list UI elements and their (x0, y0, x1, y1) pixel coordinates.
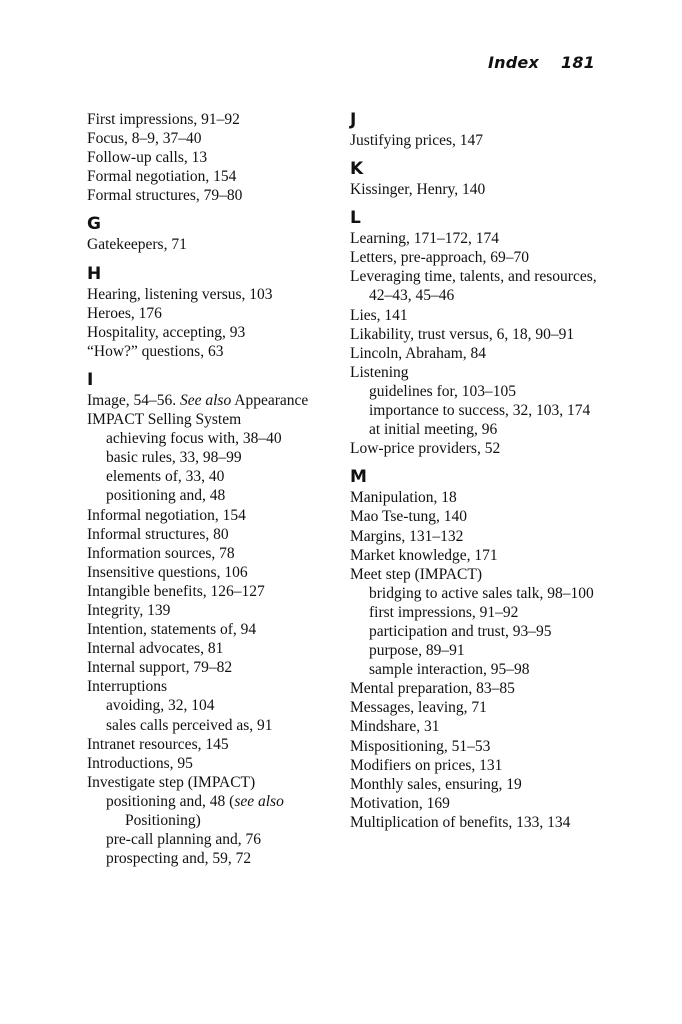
index-entry: Gatekeepers, 71 (87, 236, 187, 254)
entry-text: Image, 54–56. (87, 391, 177, 409)
index-entry: IMPACT Selling System (87, 411, 242, 429)
index-entry: Hospitality, accepting, 93 (87, 323, 246, 341)
section-letter-g: G (87, 214, 101, 235)
index-subentry: participation and trust, 93–95 (369, 622, 552, 640)
index-entry: Information sources, 78 (87, 544, 235, 562)
index-entry: Kissinger, Henry, 140 (350, 181, 486, 199)
running-header (488, 53, 595, 72)
index-entry: Margins, 131–132 (350, 527, 464, 545)
index-subentry: positioning and, 48 (106, 487, 226, 505)
index-entry: Mental preparation, 83–85 (350, 680, 515, 698)
index-entry: Follow-up calls, 13 (87, 149, 208, 167)
index-subentry: sales calls perceived as, 91 (106, 716, 273, 734)
index-entry: Multiplication of benefits, 133, 134 (350, 813, 571, 831)
section-letter-i: I (87, 369, 94, 390)
index-entry: Intangible benefits, 126–127 (87, 582, 265, 600)
section-letter-j: J (350, 110, 357, 130)
index-entry: Insensitive questions, 106 (87, 563, 248, 581)
index-entry: Interruptions (87, 678, 168, 696)
index-subentry: guidelines for, 103–105 (369, 382, 517, 400)
index-entry: Modifiers on prices, 131 (350, 756, 503, 774)
index-subentry: achieving focus with, 38–40 (106, 430, 282, 448)
index-entry: Listening (350, 363, 409, 381)
index-entry: “How?” questions, 63 (87, 342, 224, 360)
index-entry: Market knowledge, 171 (350, 546, 498, 564)
index-subentry: basic rules, 33, 98–99 (106, 449, 242, 467)
index-subentry: at initial meeting, 96 (369, 421, 498, 439)
index-subentry: importance to success, 32, 103, 174 (369, 402, 591, 420)
index-entry: First impressions, 91–92 (87, 111, 240, 128)
see-also-label: See also (179, 391, 232, 409)
index-entry: Investigate step (IMPACT) (87, 773, 256, 791)
index-entry: Informal structures, 80 (87, 525, 229, 543)
page-number: 181 (561, 53, 595, 72)
section-letter-h: H (87, 263, 102, 284)
index-entry: Mao Tse-tung, 140 (350, 508, 468, 526)
index-entry: Justifying prices, 147 (350, 132, 484, 149)
index-subentry: purpose, 89–91 (369, 642, 465, 660)
index-entry: Low-price providers, 52 (350, 440, 501, 458)
index-entry: Internal support, 79–82 (87, 659, 233, 677)
index-entry: Internal advocates, 81 (87, 640, 224, 658)
index-subentry: elements of, 33, 40 (106, 468, 225, 486)
index-entry: Learning, 171–172, 174 (350, 230, 499, 248)
section-letter-m: M (350, 467, 367, 488)
index-entry: Motivation, 169 (350, 794, 450, 812)
index-entry-image (87, 391, 347, 410)
index-subentry-positioning (87, 792, 347, 830)
index-entry: Meet step (IMPACT) (350, 565, 483, 583)
index-entry: Focus, 8–9, 37–40 (87, 130, 202, 148)
index-subentry: pre-call planning and, 76 (106, 831, 261, 849)
see-also-label: see also (234, 792, 284, 810)
index-entry: Intranet resources, 145 (87, 735, 229, 753)
index-entry: Introductions, 95 (87, 754, 193, 772)
index-entry: Formal negotiation, 154 (87, 168, 237, 186)
index-subentry: sample interaction, 95–98 (369, 661, 530, 679)
index-entry: Manipulation, 18 (350, 489, 457, 507)
section-letter-l: L (350, 208, 361, 229)
index-subentry: first impressions, 91–92 (369, 603, 519, 621)
header-title: Index (488, 53, 539, 72)
index-entry: Monthly sales, ensuring, 19 (350, 775, 522, 793)
index-entry: Messages, leaving, 71 (350, 699, 487, 717)
index-subentry: avoiding, 32, 104 (106, 697, 215, 715)
see-also-target: Appearance (234, 391, 309, 409)
section-letter-k: K (350, 159, 364, 180)
index-entry: Mispositioning, 51–53 (350, 737, 491, 755)
entry-text: positioning and, 48 ( (106, 792, 235, 810)
index-entry: Letters, pre-approach, 69–70 (350, 249, 530, 267)
index-entry: Hearing, listening versus, 103 (87, 285, 273, 303)
index-entry: Leveraging time, talents, and resources, 42–43, 45–46 (350, 268, 597, 305)
index-entry: Lies, 141 (350, 306, 408, 324)
index-column-right (350, 110, 610, 832)
index-entry: Likability, trust versus, 6, 18, 90–91 (350, 325, 575, 343)
index-entry: Lincoln, Abraham, 84 (350, 344, 487, 362)
index-column-left (87, 110, 347, 868)
index-entry: Heroes, 176 (87, 304, 162, 322)
index-entry: Mindshare, 31 (350, 718, 440, 736)
index-entry: Intention, statements of, 94 (87, 621, 257, 639)
index-entry: Integrity, 139 (87, 601, 171, 619)
see-also-target: Positioning) (125, 812, 201, 829)
index-entry: Formal structures, 79–80 (87, 187, 243, 205)
index-subentry: prospecting and, 59, 72 (106, 850, 252, 868)
index-subentry: bridging to active sales talk, 98–100 (369, 584, 594, 602)
index-entry: Informal negotiation, 154 (87, 506, 246, 524)
